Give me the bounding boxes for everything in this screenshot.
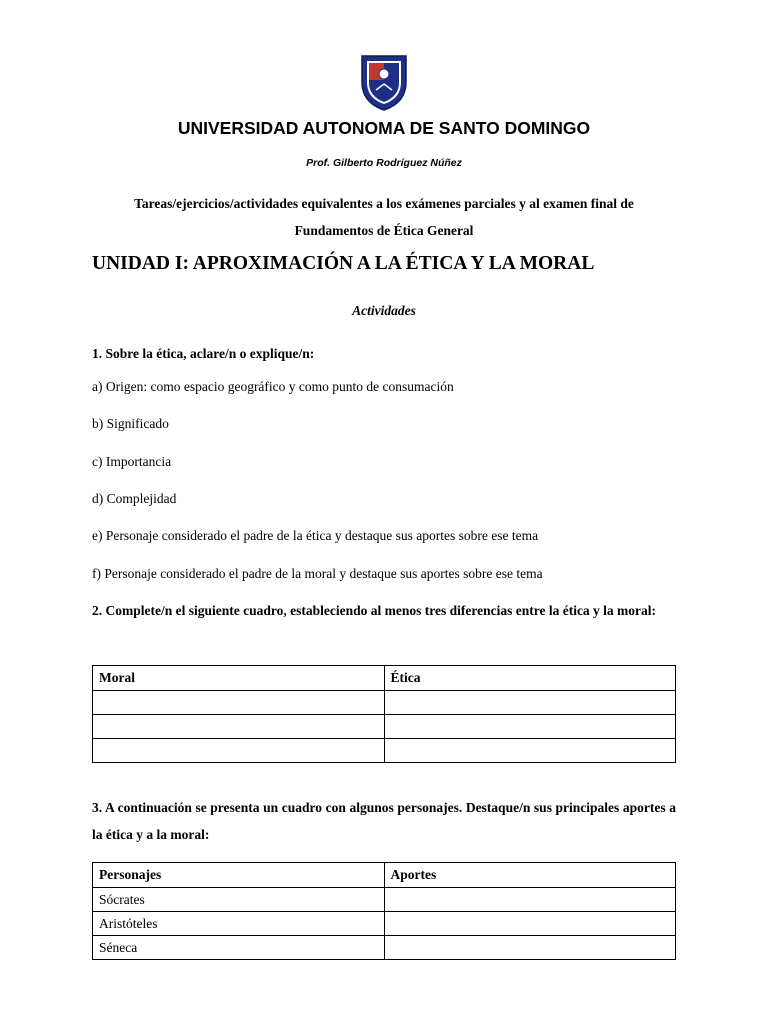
figure-name: Sócrates xyxy=(93,888,385,912)
q1-item-f: f) Personaje considerado el padre de la moral y destaque sus aportes sobre ese tema xyxy=(92,566,543,581)
table-cell xyxy=(384,888,676,912)
q1-item-c: c) Importancia xyxy=(92,454,172,469)
university-seal-logo xyxy=(358,52,410,112)
header-aportes: Aportes xyxy=(384,863,676,888)
header-moral: Moral xyxy=(93,666,385,691)
table-row xyxy=(93,888,676,912)
table-header-row xyxy=(93,863,676,888)
figures-table xyxy=(92,862,676,960)
table-cell xyxy=(384,912,676,936)
table-row xyxy=(93,912,676,936)
table-row xyxy=(93,739,676,763)
table-cell xyxy=(93,739,385,763)
question-1: 1. Sobre la ética, aclare/n o explique/n: xyxy=(92,346,315,361)
table-row xyxy=(93,691,676,715)
activities-heading: Actividades xyxy=(352,303,416,318)
ethics-moral-table xyxy=(92,665,676,763)
table-row xyxy=(93,715,676,739)
table-cell xyxy=(384,936,676,960)
table-cell xyxy=(384,739,676,763)
table-header-row xyxy=(93,666,676,691)
table-cell xyxy=(93,715,385,739)
header-personajes: Personajes xyxy=(93,863,385,888)
question-3: 3. A continuación se presenta un cuadro con algunos personajes. Destaque/n sus principales aportes a la ética y a la moral: xyxy=(92,800,676,842)
table-cell xyxy=(384,691,676,715)
table-row xyxy=(93,936,676,960)
figure-name: Séneca xyxy=(93,936,385,960)
question-2: 2. Complete/n el siguiente cuadro, estableciendo al menos tres diferencias entre la ética y la moral: xyxy=(92,603,657,618)
professor-name: Prof. Gilberto Rodríguez Núñez xyxy=(306,157,462,169)
unit-title: UNIDAD I: APROXIMACIÓN A LA ÉTICA Y LA MORAL xyxy=(92,253,595,274)
university-name: UNIVERSIDAD AUTONOMA DE SANTO DOMINGO xyxy=(177,118,591,138)
table-cell xyxy=(384,715,676,739)
q1-item-a: a) Origen: como espacio geográfico y como punto de consumación xyxy=(92,379,454,394)
header-etica: Ética xyxy=(384,666,676,691)
q1-item-d: d) Complejidad xyxy=(92,491,177,506)
q1-item-e: e) Personaje considerado el padre de la ética y destaque sus aportes sobre ese tema xyxy=(92,528,539,543)
intro-line-2: Fundamentos de Ética General xyxy=(294,223,474,238)
intro-line-1: Tareas/ejercicios/actividades equivalentes a los exámenes parciales y al examen final de xyxy=(134,196,634,211)
q1-item-b: b) Significado xyxy=(92,416,169,431)
figure-name: Aristóteles xyxy=(93,912,385,936)
table-cell xyxy=(93,691,385,715)
intro-text xyxy=(60,190,708,244)
